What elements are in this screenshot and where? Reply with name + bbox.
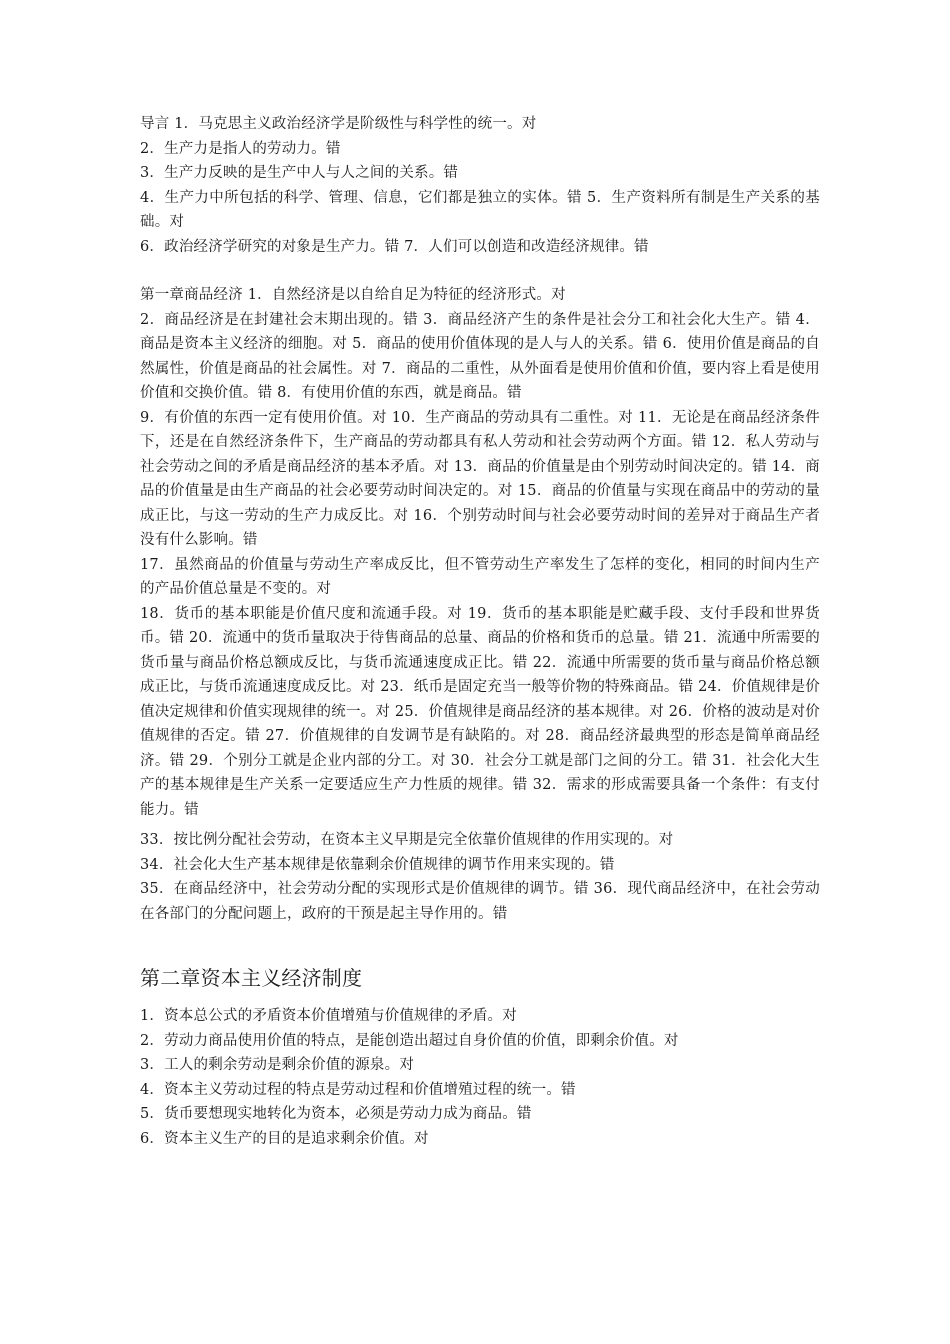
intro-line-3: 3．生产力反映的是生产中人与人之间的关系。错 xyxy=(140,165,459,181)
chapter2-item-6: 6．资本主义生产的目的是追求剩余价值。对 xyxy=(140,1130,429,1147)
chapter1-para-4: 17．虽然商品的价值量与劳动生产率成反比，但不管劳动生产率发生了怎样的变化，相同的时间内生产的产品价值总量是不变的。对 xyxy=(140,556,820,597)
chapter1-para-3: 9．有价值的东西一定有使用价值。对 10．生产商品的劳动具有二重性。对 11．无论是在商品经济条件下，还是在自然经济条件下，生产商品的劳动都具有私人劳动和社会劳动两个方面。错 12．私人劳动与社会劳动之间的矛盾是商品经济的基本矛盾。对 13．商品的价值量是由个别劳动时间决定的。错 14．商品的价值量是由生产商品的社会必要劳动时间决定的。对 15．商品的价值量与实现在商品中的劳动的量成正比，与这一劳动的生产力成反比。对 16．个别劳动时间与社会必要劳动时间的差异对于商品生产者没有什么影响。错 xyxy=(140,409,820,548)
intro-line-4: 4．生产力中所包括的科学、管理、信息，它们都是独立的实体。错 5．生产资料所有制是生产关系的基础。对 xyxy=(140,189,820,230)
intro-section xyxy=(140,112,820,259)
intro-line-2: 2．生产力是指人的劳动力。错 xyxy=(140,140,341,157)
chapter2-heading: 第二章资本主义经济制度 xyxy=(140,966,363,990)
chapter2-section xyxy=(140,1004,820,1151)
chapter1-line-1: 第一章商品经济 1．自然经济是以自给自足为特征的经济形式。对 xyxy=(140,287,566,303)
chapter2-item-2: 2．劳动力商品使用价值的特点，是能创造出超过自身价值的价值，即剩余价值。对 xyxy=(140,1032,679,1049)
chapter1-tail-line-1: 33．按比例分配社会劳动，在资本主义早期是完全依靠价值规律的作用实现的。对 xyxy=(140,832,674,848)
chapter2-item-1: 1．资本总公式的矛盾资本价值增殖与价值规律的矛盾。对 xyxy=(140,1008,517,1024)
chapter1-tail-line-2: 34．社会化大生产基本规律是依靠剩余价值规律的调节作用来实现的。错 xyxy=(140,856,615,873)
chapter2-item-5: 5．货币要想现实地转化为资本，必须是劳动力成为商品。错 xyxy=(140,1106,532,1122)
chapter1-para-5: 18．货币的基本职能是价值尺度和流通手段。对 19．货币的基本职能是贮藏手段、支付手段和世界货币。错 20．流通中的货币量取决于待售商品的总量、商品的价格和货币的总量。错 21．流通中所需要的货币量与商品价格总额成反比，与货币流通速度成正比。错 22．流通中所需要的货币量与商品价格总额成正比，与货币流通速度成反比。对 23．纸币是固定充当一般等价物的特殊商品。错 24．价值规律是价值决定规律和价值实现规律的统一。对 25．价值规律是商品经济的基本规律。对 26．价格的波动是对价值规律的否定。错 27．价值规律的自发调节是有缺陷的。对 28．商品经济最典型的形态是简单商品经济。错 29．个别分工就是企业内部的分工。对 30．社会分工就是部门之间的分工。错 31．社会化大生产的基本规律是生产关系一定要适应生产力性质的规律。错 32．需求的形成需要具备一个条件：有支付能力。错 xyxy=(140,605,820,818)
intro-line-1: 导言 1．马克思主义政治经济学是阶级性与科学性的统一。对 xyxy=(140,116,537,132)
chapter1-tail-line-3: 35．在商品经济中，社会劳动分配的实现形式是价值规律的调节。错 36．现代商品经济中，在社会劳动在各部门的分配问题上，政府的干预是起主导作用的。错 xyxy=(140,881,820,922)
chapter1-tail-section xyxy=(140,828,820,926)
intro-line-5: 6．政治经济学研究的对象是生产力。错 7．人们可以创造和改造经济规律。错 xyxy=(140,238,649,255)
chapter1-section xyxy=(140,283,820,822)
chapter1-para-2: 2．商品经济是在封建社会末期出现的。错 3．商品经济产生的条件是社会分工和社会化大生产。错 4．商品是资本主义经济的细胞。对 5．商品的使用价值体现的是人与人的关系。错 6．使用价值是商品的自然属性，价值是商品的社会属性。对 7．商品的二重性，从外面看是使用价值和价值，要内容上看是使用价值和交换价值。错 8．有使用价值的东西，就是商品。错 xyxy=(140,311,820,401)
document-page xyxy=(140,112,820,1151)
chapter2-item-4: 4．资本主义劳动过程的特点是劳动过程和价值增殖过程的统一。错 xyxy=(140,1081,576,1098)
chapter2-item-3: 3．工人的剩余劳动是剩余价值的源泉。对 xyxy=(140,1057,415,1073)
